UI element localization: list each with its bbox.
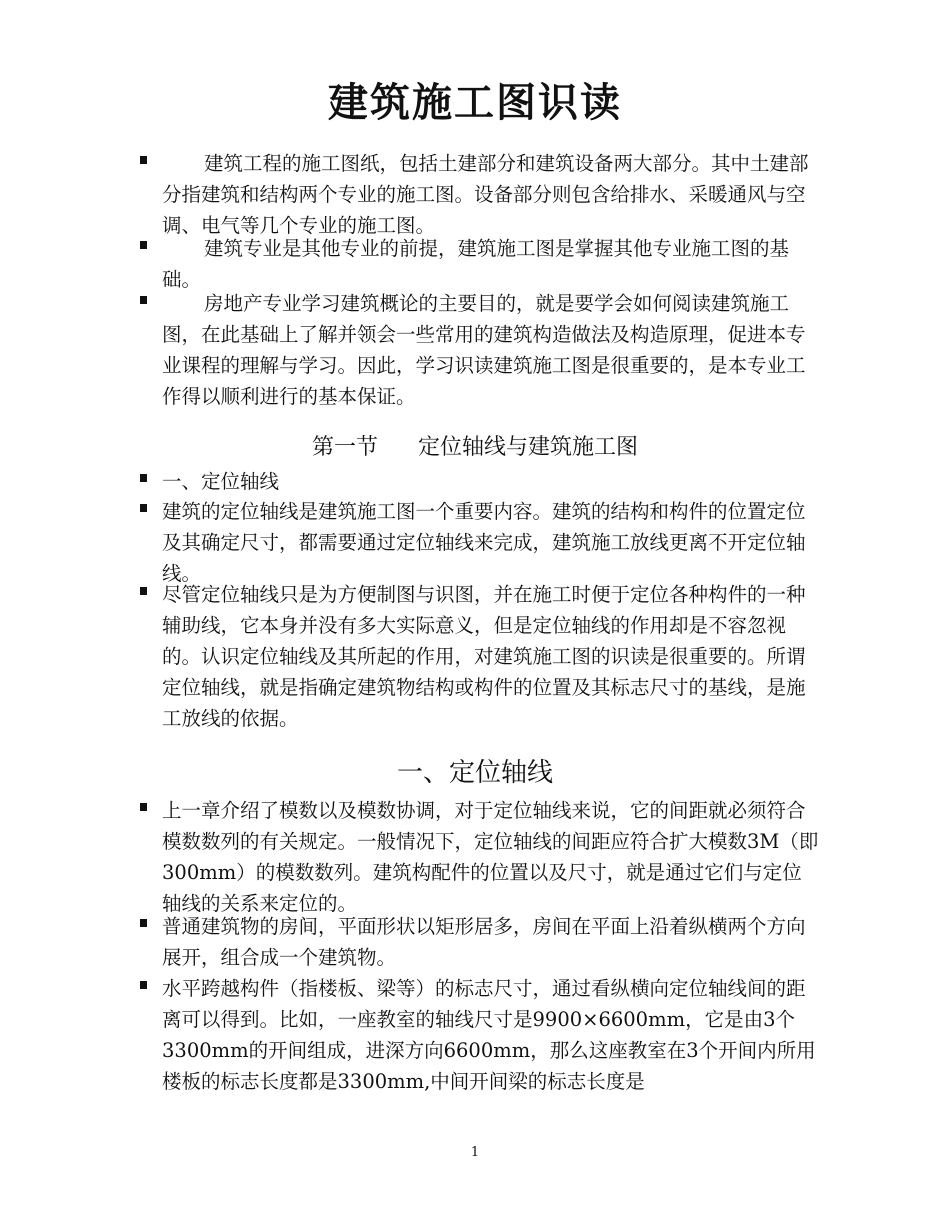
- document-title: 建筑施工图识读: [328, 79, 622, 126]
- list-item: [140, 911, 820, 973]
- section-number: 第一节: [311, 435, 378, 460]
- list-item-text: 尽管定位轴线只是为方便制图与识图，并在施工时便于定位各种构件的一种辅助线，它本身并没有多大实际意义，但是定位轴线的作用却是不容忽视的。认识定位轴线及其所起的作用，对建筑施工图的识读是很重要的。所谓定位轴线，就是指确定建筑物结构或构件的位置及其标志尺寸的基线，是施工放线的依据。: [162, 583, 806, 730]
- list-item-text: 水平跨越构件（指楼板、梁等）的标志尺寸，通过看纵横向定位轴线间的距离可以得到。比如，一座教室的轴线尺寸是9900×6600mm，它是由3个3300mm的开间组成，进深方向6600mm，那么这座教室在3个开间内所用楼板的标志长度都是3300mm,中间开间梁的标志长度是: [162, 977, 816, 1093]
- list-item-text: 建筑工程的施工图纸，包括土建部分和建筑设备两大部分。其中土建部分指建筑和结构两个专业的施工图。设备部分则包含给排水、采暖通风与空调、电气等几个专业的施工图。: [162, 152, 809, 237]
- list-item: [140, 288, 820, 412]
- section-title: 定位轴线与建筑施工图: [418, 435, 639, 460]
- bullet-icon: [140, 919, 147, 927]
- bullet-icon: [140, 156, 147, 164]
- list-item: [140, 795, 820, 919]
- list-item: [140, 148, 820, 241]
- bullet-icon: [140, 803, 147, 811]
- list-item: [140, 973, 820, 1097]
- list-item-text: 普通建筑物的房间，平面形状以矩形居多，房间在平面上沿着纵横两个方向展开，组合成一个建筑物。: [162, 915, 806, 969]
- page-number: 1: [470, 1145, 480, 1160]
- list-item: [140, 579, 820, 734]
- list-item-text: 建筑专业是其他专业的前提，建筑施工图是掌握其他专业施工图的基础。: [162, 237, 790, 291]
- list-item-text: 上一章介绍了模数以及模数协调，对于定位轴线来说，它的间距就必须符合模数数列的有关规定。一般情况下，定位轴线的间距应符合扩大模数3M（即300mm）的模数数列。建筑构配件的位置以及尺寸，就是通过它们与定位轴线的关系来定位的。: [162, 799, 819, 915]
- bullet-icon: [140, 504, 147, 512]
- list-item: [140, 496, 820, 589]
- bullet-icon: [140, 474, 147, 482]
- bullet-icon: [140, 981, 147, 989]
- list-item: [140, 233, 820, 295]
- list-item-text: 建筑的定位轴线是建筑施工图一个重要内容。建筑的结构和构件的位置定位及其确定尺寸，都需要通过定位轴线来完成，建筑施工放线更离不开定位轴线。: [162, 500, 806, 585]
- section-heading: [0, 433, 950, 463]
- list-item-text: 房地产专业学习建筑概论的主要目的，就是要学会如何阅读建筑施工图，在此基础上了解并领会一些常用的建筑构造做法及构造原理，促进本专业课程的理解与学习。因此，学习识读建筑施工图是很重要的，是本专业工作得以顺利进行的基本保证。: [162, 292, 806, 408]
- list-item-text: 一、定位轴线: [162, 470, 280, 493]
- bullet-icon: [140, 587, 147, 595]
- list-item: [140, 466, 820, 497]
- bullet-icon: [140, 241, 147, 249]
- subsection-heading: 一、定位轴线: [396, 758, 553, 788]
- bullet-icon: [140, 296, 147, 304]
